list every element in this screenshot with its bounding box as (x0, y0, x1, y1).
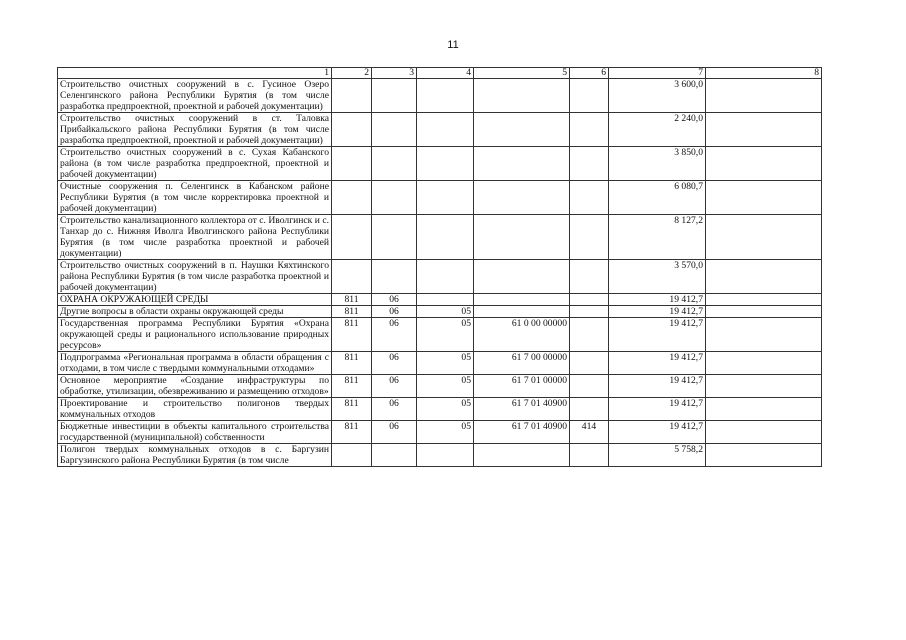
item-name-cell: Основное мероприятие «Создание инфраструктуры по обработке, утилизации, обезвреживанию и размещению отходов» (58, 375, 332, 398)
item-name-cell: Полигон твердых коммунальных отходов в с. Баргузин Баргузинского района Республики Бурятия (в том числе (58, 444, 332, 467)
target-article-cell (474, 181, 570, 215)
expense-type-cell: 414 (570, 421, 609, 444)
section-code-cell (372, 147, 417, 181)
subsection-code-cell (417, 444, 474, 467)
expense-type-cell (570, 79, 609, 113)
amount-cell: 8 127,2 (609, 215, 706, 260)
table-row (58, 79, 822, 113)
target-article-cell (474, 215, 570, 260)
amount-cell: 3 850,0 (609, 147, 706, 181)
header-cell: 6 (570, 68, 609, 79)
item-name-cell: Другие вопросы в области охраны окружающей среды (58, 306, 332, 318)
item-name-cell: Строительство очистных сооружений в ст. Таловка Прибайкальского района Республики Бурятия (в том числе разработка предпроектной, проектной и рабочей документации) (58, 113, 332, 147)
subsection-code-cell: 05 (417, 318, 474, 352)
section-code-cell: 06 (372, 421, 417, 444)
item-name-cell: Строительство очистных сооружений в п. Наушки Кяхтинского района Республики Бурятия (в том числе разработка проектной и рабочей документации) (58, 260, 332, 294)
subsection-code-cell (417, 294, 474, 306)
column-8-cell (706, 113, 822, 147)
section-code-cell: 06 (372, 352, 417, 375)
table-row (58, 398, 822, 421)
column-8-cell (706, 306, 822, 318)
section-code-cell (372, 181, 417, 215)
subsection-code-cell: 05 (417, 398, 474, 421)
header-cell: 8 (706, 68, 822, 79)
header-cell: 7 (609, 68, 706, 79)
subsection-code-cell (417, 181, 474, 215)
section-code-cell (372, 79, 417, 113)
department-code-cell (332, 215, 372, 260)
section-code-cell: 06 (372, 318, 417, 352)
target-article-cell (474, 260, 570, 294)
amount-cell: 19 412,7 (609, 398, 706, 421)
header-cell: 2 (332, 68, 372, 79)
column-8-cell (706, 79, 822, 113)
item-name-cell: Подпрограмма «Региональная программа в области обращения с отходами, в том числе с твердыми коммунальными отходами» (58, 352, 332, 375)
department-code-cell (332, 260, 372, 294)
item-name-cell: ОХРАНА ОКРУЖАЮЩЕЙ СРЕДЫ (58, 294, 332, 306)
table-row (58, 318, 822, 352)
section-code-cell: 06 (372, 294, 417, 306)
column-8-cell (706, 398, 822, 421)
item-name-cell: Государственная программа Республики Бурятия «Охрана окружающей среды и рационального использование природных ресурсов» (58, 318, 332, 352)
column-8-cell (706, 215, 822, 260)
item-name-cell: Проектирование и строительство полигонов твердых коммунальных отходов (58, 398, 332, 421)
table-row (58, 421, 822, 444)
department-code-cell (332, 79, 372, 113)
expense-type-cell (570, 375, 609, 398)
department-code-cell: 811 (332, 375, 372, 398)
expense-type-cell (570, 352, 609, 375)
header-cell: 5 (474, 68, 570, 79)
target-article-cell: 61 7 01 40900 (474, 398, 570, 421)
column-8-cell (706, 294, 822, 306)
table-row (58, 444, 822, 467)
amount-cell: 2 240,0 (609, 113, 706, 147)
target-article-cell: 61 7 01 40900 (474, 421, 570, 444)
section-code-cell: 06 (372, 306, 417, 318)
department-code-cell: 811 (332, 294, 372, 306)
header-row (58, 68, 822, 79)
department-code-cell: 811 (332, 398, 372, 421)
amount-cell: 19 412,7 (609, 421, 706, 444)
department-code-cell: 811 (332, 352, 372, 375)
expense-type-cell (570, 318, 609, 352)
table-row (58, 215, 822, 260)
column-8-cell (706, 318, 822, 352)
table-row (58, 113, 822, 147)
target-article-cell (474, 444, 570, 467)
target-article-cell (474, 113, 570, 147)
expense-type-cell (570, 306, 609, 318)
table-row (58, 260, 822, 294)
amount-cell: 19 412,7 (609, 375, 706, 398)
subsection-code-cell (417, 215, 474, 260)
item-name-cell: Строительство очистных сооружений в с. Гусиное Озеро Селенгинского района Республики Бурятия (в том числе разработка предпроектной, проектной и рабочей документации) (58, 79, 332, 113)
expense-type-cell (570, 181, 609, 215)
subsection-code-cell (417, 113, 474, 147)
budget-table (57, 67, 822, 467)
target-article-cell (474, 306, 570, 318)
subsection-code-cell: 05 (417, 306, 474, 318)
subsection-code-cell: 05 (417, 421, 474, 444)
target-article-cell: 61 0 00 00000 (474, 318, 570, 352)
subsection-code-cell (417, 79, 474, 113)
amount-cell: 6 080,7 (609, 181, 706, 215)
department-code-cell (332, 444, 372, 467)
table-row (58, 181, 822, 215)
column-8-cell (706, 147, 822, 181)
expense-type-cell (570, 147, 609, 181)
amount-cell: 19 412,7 (609, 294, 706, 306)
section-code-cell (372, 113, 417, 147)
department-code-cell: 811 (332, 421, 372, 444)
subsection-code-cell: 05 (417, 352, 474, 375)
amount-cell: 3 600,0 (609, 79, 706, 113)
target-article-cell: 61 7 01 00000 (474, 375, 570, 398)
expense-type-cell (570, 294, 609, 306)
department-code-cell (332, 147, 372, 181)
header-cell: 3 (372, 68, 417, 79)
amount-cell: 5 758,2 (609, 444, 706, 467)
department-code-cell: 811 (332, 318, 372, 352)
table-row (58, 294, 822, 306)
item-name-cell: Строительство канализационного коллектора от с. Иволгинск и с. Танхар до с. Нижняя Иволга Иволгинского района Республики Бурятия (в том числе разработка проектной и рабочей документации) (58, 215, 332, 260)
target-article-cell (474, 294, 570, 306)
expense-type-cell (570, 113, 609, 147)
expense-type-cell (570, 260, 609, 294)
expense-type-cell (570, 398, 609, 421)
column-8-cell (706, 181, 822, 215)
column-8-cell (706, 352, 822, 375)
subsection-code-cell (417, 260, 474, 294)
subsection-code-cell: 05 (417, 375, 474, 398)
table-row (58, 352, 822, 375)
page-number: 11 (447, 39, 459, 51)
department-code-cell (332, 113, 372, 147)
section-code-cell (372, 260, 417, 294)
column-8-cell (706, 421, 822, 444)
amount-cell: 19 412,7 (609, 306, 706, 318)
section-code-cell: 06 (372, 398, 417, 421)
item-name-cell: Строительство очистных сооружений в с. Сухая Кабанского района (в том числе разработка предпроектной, проектной и рабочей документации) (58, 147, 332, 181)
column-8-cell (706, 260, 822, 294)
section-code-cell (372, 215, 417, 260)
department-code-cell (332, 181, 372, 215)
section-code-cell: 06 (372, 375, 417, 398)
expense-type-cell (570, 215, 609, 260)
expense-type-cell (570, 444, 609, 467)
header-cell: 1 (58, 68, 332, 79)
table-row (58, 375, 822, 398)
column-8-cell (706, 375, 822, 398)
column-8-cell (706, 444, 822, 467)
amount-cell: 3 570,0 (609, 260, 706, 294)
amount-cell: 19 412,7 (609, 318, 706, 352)
target-article-cell (474, 147, 570, 181)
table-row (58, 147, 822, 181)
item-name-cell: Бюджетные инвестиции в объекты капитального строительства государственной (муниципальной) собственности (58, 421, 332, 444)
item-name-cell: Очистные сооружения п. Селенгинск в Кабанском районе Республики Бурятия (в том числе корректировка проектной и рабочей документации) (58, 181, 332, 215)
target-article-cell (474, 79, 570, 113)
subsection-code-cell (417, 147, 474, 181)
department-code-cell: 811 (332, 306, 372, 318)
header-cell: 4 (417, 68, 474, 79)
section-code-cell (372, 444, 417, 467)
target-article-cell: 61 7 00 00000 (474, 352, 570, 375)
table-row (58, 306, 822, 318)
amount-cell: 19 412,7 (609, 352, 706, 375)
